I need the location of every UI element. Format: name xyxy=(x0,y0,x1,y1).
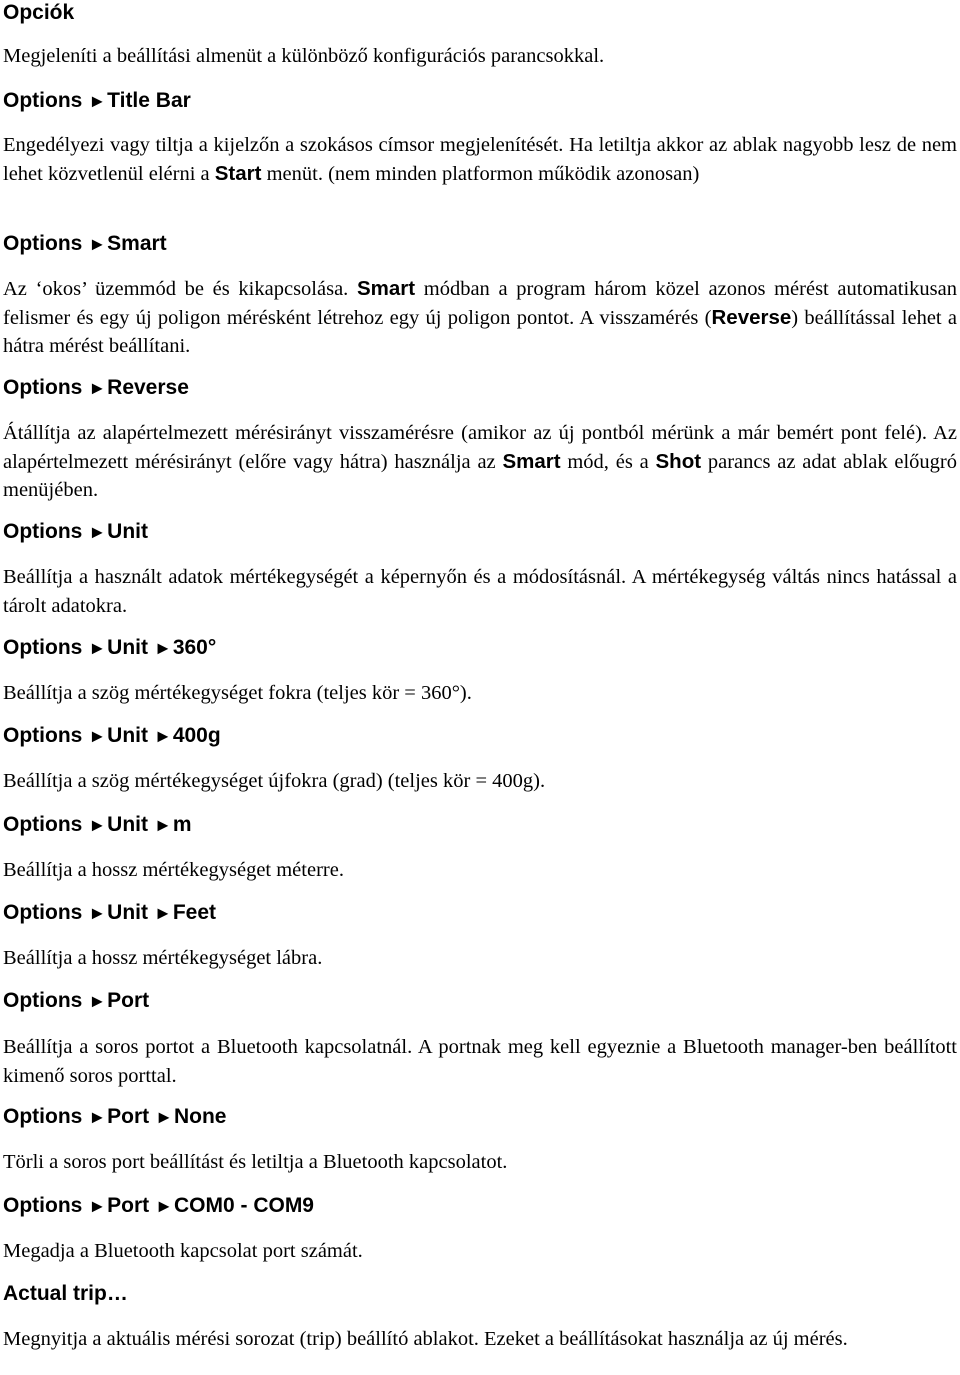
heading-options-title-bar: Options ►Title Bar xyxy=(3,89,191,112)
paragraph-port-none: Törli a soros port beállítást és letiltja a Bluetooth kapcsolatot. xyxy=(3,1151,508,1173)
term-start: Start xyxy=(214,161,262,185)
paragraph-unit: Beállítja a használt adatok mértékegységét a képernyőn és a módosításnál. A mértékegység váltás nincs hatással a tárolt adatokra. xyxy=(3,566,957,617)
arrow-icon: ► xyxy=(88,991,107,1011)
term-shot: Shot xyxy=(655,449,702,473)
paragraph-reverse: Átállítja az alapértelmezett mérésirányt visszamérésre (amikor az új pontból mérünk a már bemért pont felé). Az alapértelmezett mérésirányt (előre vagy hátra) használja az Smart mód, és a Shot parancs az adat ablak előugró menüjében. xyxy=(3,422,957,501)
arrow-icon: ► xyxy=(88,1196,107,1216)
term-reverse: Reverse xyxy=(711,305,792,329)
term-smart: Smart xyxy=(502,449,561,473)
arrow-icon: ► xyxy=(153,726,172,746)
arrow-icon: ► xyxy=(88,903,107,923)
arrow-icon: ► xyxy=(155,1196,173,1216)
heading-options-unit-400g: Options ►Unit ►400g xyxy=(3,724,221,747)
arrow-icon: ► xyxy=(88,378,107,398)
arrow-icon: ► xyxy=(155,1107,173,1127)
heading-opciok: Opciók xyxy=(3,1,75,24)
paragraph-unit-360: Beállítja a szög mértékegységet fokra (teljes kör = 360°). xyxy=(3,682,472,704)
heading-options-port-none: Options ►Port ►None xyxy=(3,1105,227,1128)
arrow-icon: ► xyxy=(88,234,107,254)
arrow-icon: ► xyxy=(88,638,107,658)
term-smart: Smart xyxy=(356,277,416,300)
arrow-icon: ► xyxy=(88,91,107,111)
arrow-icon: ► xyxy=(153,903,172,923)
heading-options-unit: Options ►Unit xyxy=(3,520,148,543)
heading-options-unit-feet: Options ►Unit ►Feet xyxy=(3,901,216,924)
paragraph-actual-trip: Megnyitja a aktuális mérési sorozat (trip) beállító ablakot. Ezeket a beállításokat használja az új mérés. xyxy=(3,1328,848,1350)
arrow-icon: ► xyxy=(88,726,107,746)
paragraph-unit-feet: Beállítja a hossz mértékegységet lábra. xyxy=(3,947,323,969)
arrow-icon: ► xyxy=(88,815,107,835)
paragraph-port-com: Megadja a Bluetooth kapcsolat port számát. xyxy=(3,1240,363,1262)
paragraph-unit-400g: Beállítja a szög mértékegységet újfokra (grad) (teljes kör = 400g). xyxy=(3,770,546,792)
heading-options-unit-360: Options ►Unit ►360° xyxy=(3,636,217,659)
arrow-icon: ► xyxy=(153,815,172,835)
heading-options-reverse: Options ►Reverse xyxy=(3,376,189,399)
heading-options-port: Options ►Port xyxy=(3,989,150,1012)
paragraph-smart: Az ‘okos’ üzemmód be és kikapcsolása. Smart módban a program három közel azonos mérést automatikusan felismer és egy új poligon mérésként létrehoz egy új poligon pontot. A visszamérés (Reverse) beállítással lehet a hátra mérést beállítani. xyxy=(3,277,957,357)
arrow-icon: ► xyxy=(88,522,107,542)
arrow-icon: ► xyxy=(88,1107,107,1127)
paragraph-port: Beállítja a soros portot a Bluetooth kapcsolatnál. A portnak meg kell egyeznie a Bluetooth manager-ben beállított kimenő soros porttal. xyxy=(3,1036,957,1087)
arrow-icon: ► xyxy=(153,638,172,658)
heading-options-port-com: Options ►Port ►COM0 - COM9 xyxy=(3,1194,314,1217)
paragraph-unit-m: Beállítja a hossz mértékegységet méterre. xyxy=(3,859,344,881)
heading-options-unit-m: Options ►Unit ►m xyxy=(3,813,192,836)
paragraph-opciok: Megjeleníti a beállítási almenüt a különböző konfigurációs parancsokkal. xyxy=(3,45,605,67)
heading-actual-trip: Actual trip… xyxy=(3,1282,128,1305)
heading-options-smart: Options ►Smart xyxy=(3,232,167,255)
paragraph-title-bar: Engedélyezi vagy tiltja a kijelzőn a szokásos címsor megjelenítését. Ha letiltja akkor az ablak nagyobb lesz de nem lehet közvetlenül elérni a Start menüt. (nem minden platformon működik azonosan) xyxy=(3,134,957,185)
